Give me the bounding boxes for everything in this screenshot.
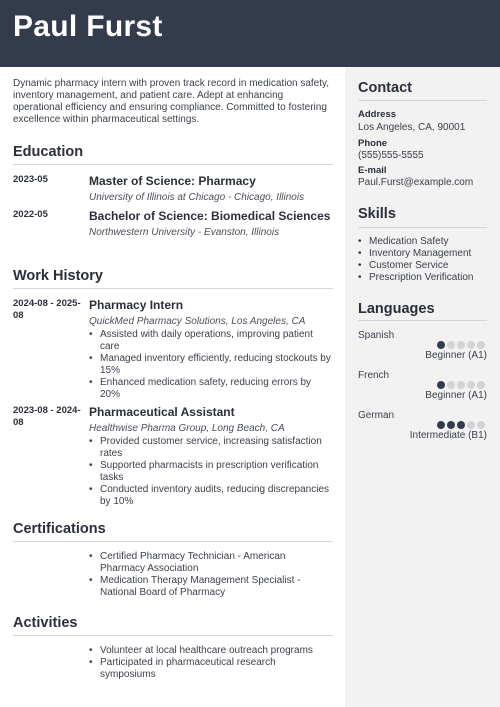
level-dot-filled (457, 421, 465, 429)
candidate-name: Paul Furst (13, 10, 163, 43)
language-level: Beginner (A1) (425, 390, 487, 401)
activities-list (89, 645, 333, 681)
duty-item: • Provided customer service, increasing satisfaction rates (89, 436, 333, 460)
education-title: Education (13, 144, 84, 160)
resume-header (0, 0, 500, 67)
duty-item: • Conducted inventory audits, reducing discrepancies by 10% (89, 484, 333, 508)
email-value[interactable]: Paul.Furst@example.com (358, 177, 474, 188)
main-column (13, 78, 333, 680)
language-level-dots (437, 421, 485, 429)
job-duties (89, 436, 333, 508)
skill-item: • Medication Safety (358, 236, 493, 248)
level-dot-empty (477, 381, 485, 389)
skills-list (358, 236, 493, 284)
company-name: Healthwise Pharma Group, Long Beach, CA (89, 423, 285, 434)
languages-title: Languages (358, 301, 435, 317)
level-dot-filled (437, 381, 445, 389)
activities-divider (13, 635, 333, 636)
language-name: German (358, 410, 395, 421)
education-date: 2023-05 (13, 174, 48, 185)
address-value: Los Angeles, CA, 90001 (358, 122, 466, 133)
work-history-divider (13, 288, 333, 289)
work-date: 2024-08 - 2025-08 (13, 298, 81, 321)
school-name: Northwestern University - Evanston, Illinois (89, 227, 280, 238)
certifications-list (89, 551, 333, 599)
skill-item: • Inventory Management (358, 248, 493, 260)
language-name: French (358, 370, 390, 381)
level-dot-filled (437, 341, 445, 349)
phone-value: (555)555-5555 (358, 150, 424, 161)
skills-divider (358, 227, 487, 228)
language-level: Beginner (A1) (425, 350, 487, 361)
certifications-divider (13, 541, 333, 542)
duty-item: • Assisted with daily operations, improving patient care (89, 329, 333, 353)
certifications-title: Certifications (13, 521, 106, 537)
job-duties (89, 329, 333, 401)
duty-item: • Managed inventory efficiently, reducing stockouts by 15% (89, 353, 333, 377)
certification-item: • Medication Therapy Management Specialist - National Board of Pharmacy (89, 575, 333, 599)
language-level: Intermediate (B1) (409, 430, 487, 441)
level-dot-empty (477, 341, 485, 349)
languages-divider (358, 320, 487, 321)
activities-title: Activities (13, 615, 78, 631)
work-date: 2023-08 - 2024-08 (13, 405, 81, 428)
duty-item: • Enhanced medication safety, reducing errors by 20% (89, 377, 333, 401)
level-dot-empty (447, 381, 455, 389)
level-dot-empty (467, 421, 475, 429)
education-divider (13, 164, 333, 165)
school-name: University of Illinois at Chicago - Chicago, Illinois (89, 192, 305, 203)
work-history-title: Work History (13, 268, 103, 284)
certification-item: • Certified Pharmacy Technician - American Pharmacy Association (89, 551, 333, 575)
language-level-dots (437, 341, 485, 349)
level-dot-empty (467, 381, 475, 389)
level-dot-empty (477, 421, 485, 429)
language-name: Spanish (358, 330, 395, 341)
activity-item: • Volunteer at local healthcare outreach programs (89, 645, 333, 657)
level-dot-filled (447, 421, 455, 429)
education-date: 2022-05 (13, 209, 48, 220)
skills-title: Skills (358, 206, 396, 222)
level-dot-filled (437, 421, 445, 429)
address-label: Address (358, 109, 397, 120)
phone-label: Phone (358, 138, 388, 149)
skill-item: • Prescription Verification (358, 272, 493, 284)
level-dot-empty (457, 381, 465, 389)
contact-divider (358, 100, 487, 101)
degree-title: Master of Science: Pharmacy (89, 174, 256, 188)
sidebar (345, 67, 500, 707)
degree-title: Bachelor of Science: Biomedical Sciences (89, 209, 331, 223)
job-title: Pharmaceutical Assistant (89, 405, 235, 419)
company-name: QuickMed Pharmacy Solutions, Los Angeles, CA (89, 316, 306, 327)
email-label: E-mail (358, 165, 387, 176)
level-dot-empty (457, 341, 465, 349)
level-dot-empty (467, 341, 475, 349)
duty-item: • Supported pharmacists in prescription verification tasks (89, 460, 333, 484)
activity-item: • Participated in pharmaceutical research symposiums (89, 657, 333, 681)
level-dot-empty (447, 341, 455, 349)
job-title: Pharmacy Intern (89, 298, 184, 312)
language-level-dots (437, 381, 485, 389)
profile-summary: Dynamic pharmacy intern with proven track record in medication safety, inventory management, and patient care. Adept at enhancing operational efficiency and ensuring compliance. Committed to fostering excellence within pharmaceutical settings. (13, 78, 330, 125)
contact-title: Contact (358, 80, 412, 96)
skill-item: • Customer Service (358, 260, 493, 272)
